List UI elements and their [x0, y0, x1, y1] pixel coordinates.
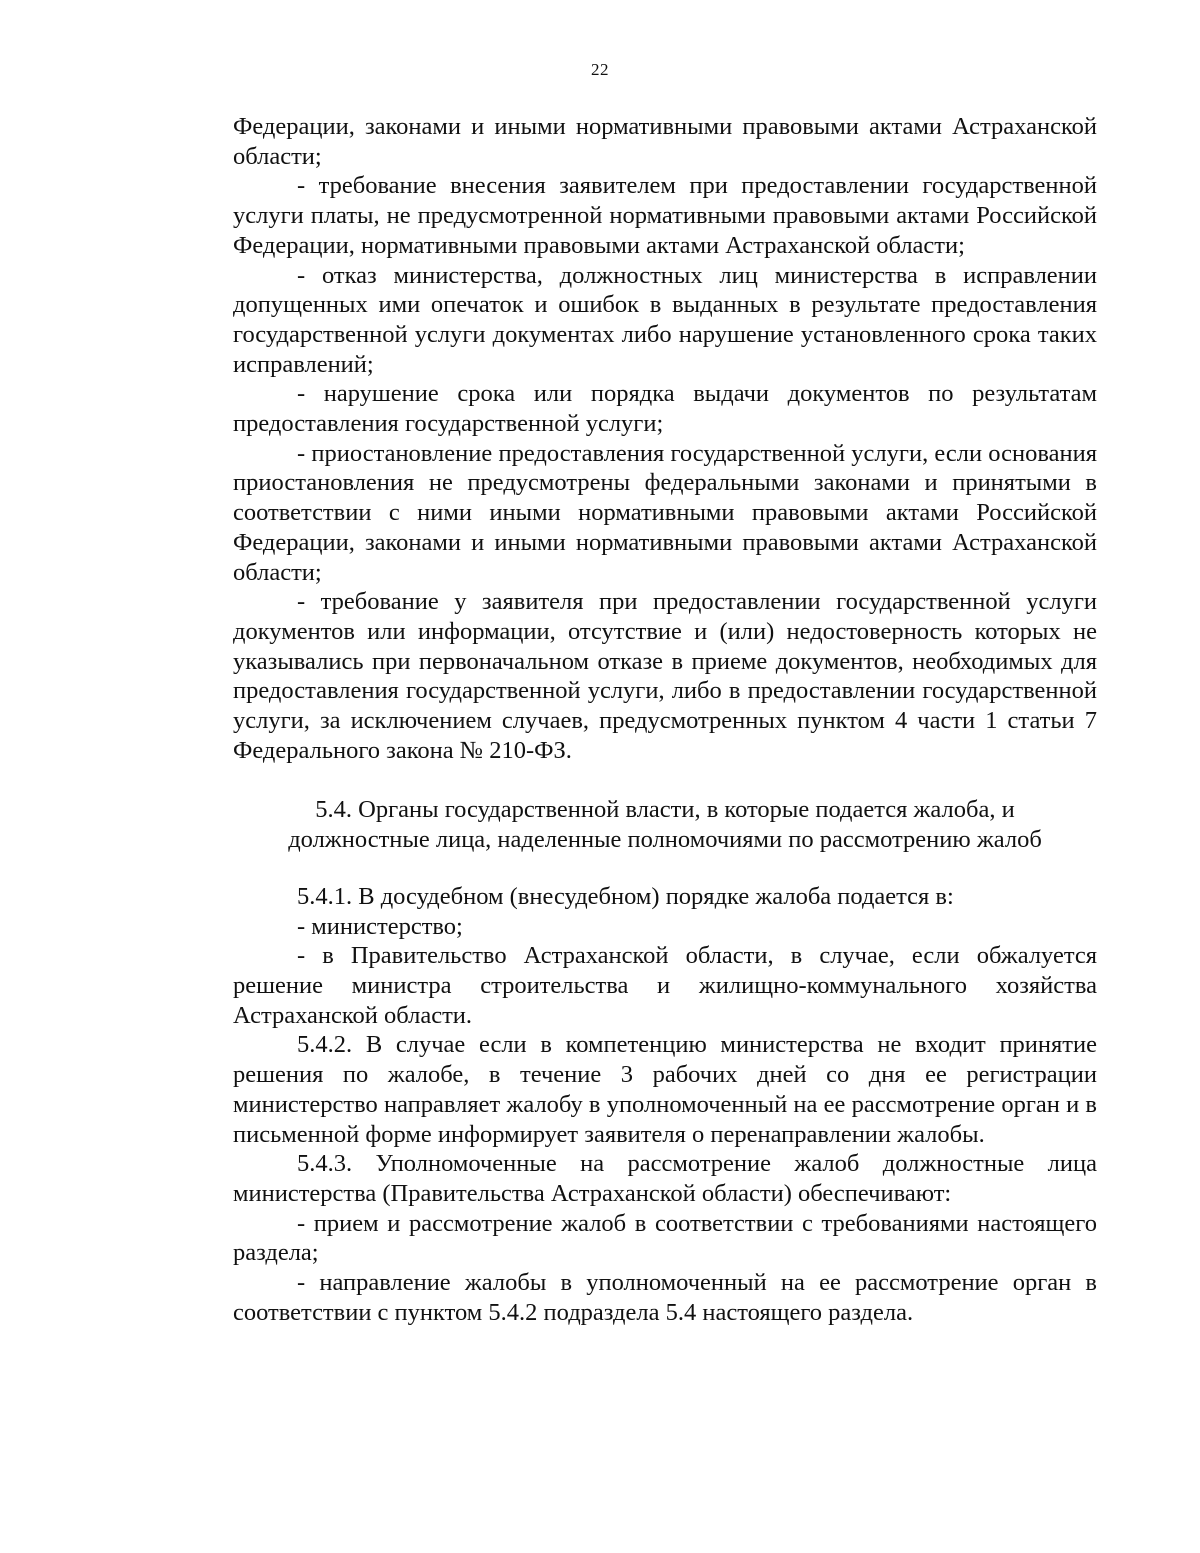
paragraph: - требование внесения заявителем при предоставлении государственной услуги платы, не предусмотренной нормативными правовыми актами Российской Федерации, нормативными правовыми актами Астраханской области;	[233, 172, 1097, 259]
paragraph: Федерации, законами и иными нормативными правовыми актами Астраханской области;	[233, 113, 1097, 170]
section-heading: 5.4. Органы государственной власти, в которые подается жалоба, и должностные лица, наделенные полномочиями по рассмотрению жалоб	[288, 796, 1042, 854]
paragraph: - приостановление предоставления государственной услуги, если основания приостановления не предусмотрены федеральными законами и принятыми в соответствии с ними иными нормативными правовыми актами Российской Федерации, законами и иными нормативными правовыми актами Астраханской области;	[233, 439, 1097, 586]
paragraph: 5.4.2. В случае если в компетенцию министерства не входит принятие решения по жалобе, в течение 3 рабочих дней со дня ее регистрации министерство направляет жалобу в уполномоченный на ее рассмотрение орган и в письменной форме информирует заявителя о перенаправлении жалобы.	[233, 1031, 1097, 1148]
paragraph: - направление жалобы в уполномоченный на ее рассмотрение орган в соответствии с пунктом 5.4.2 подраздела 5.4 настоящего раздела.	[233, 1269, 1097, 1326]
paragraph: - министерство;	[297, 912, 463, 940]
paragraph: - прием и рассмотрение жалоб в соответствии с требованиями настоящего раздела;	[233, 1209, 1097, 1267]
paragraphs-after-heading	[233, 882, 1097, 1328]
paragraphs-before-heading	[233, 112, 1097, 765]
paragraph: - требование у заявителя при предоставлении государственной услуги документов или информации, отсутствие и (или) недостоверность которых не указывались при первоначальном отказе в приеме документов, необходимых для предоставления государственной услуги, либо в предоставлении государственной услуги, за исключением случаев, предусмотренных пунктом 4 части 1 статьи 7 Федерального закона № 210-ФЗ.	[233, 588, 1097, 764]
paragraph: 5.4.1. В досудебном (внесудебном) порядке жалоба подается в:	[297, 882, 954, 910]
paragraph: - отказ министерства, должностных лиц министерства в исправлении допущенных ими опечаток и ошибок в выданных в результате предоставления государственной услуги документах либо нарушение установленного срока таких исправлений;	[233, 261, 1097, 378]
document-body	[233, 112, 1097, 1327]
paragraph: 5.4.3. Уполномоченные на рассмотрение жалоб должностные лица министерства (Правительства Астраханской области) обеспечивают:	[233, 1150, 1097, 1207]
paragraph: - нарушение срока или порядка выдачи документов по результатам предоставления государственной услуги;	[233, 380, 1097, 438]
page-number: 22	[591, 60, 609, 79]
paragraph: - в Правительство Астраханской области, в случае, если обжалуется решение министра строительства и жилищно-коммунального хозяйства Астраханской области.	[233, 942, 1097, 1029]
